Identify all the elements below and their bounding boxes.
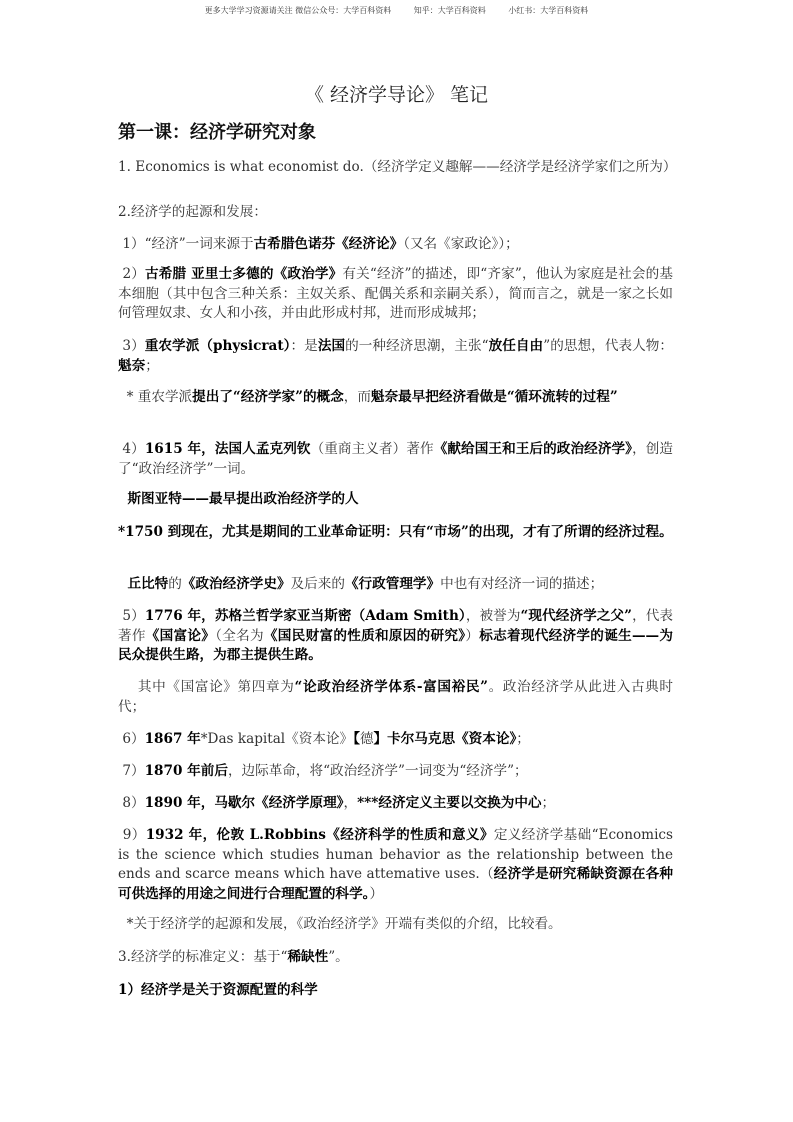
text-segment: 3） (118, 338, 145, 354)
text-segment: 定义经济学基础“Economics is the science which studies human behavior as the relationship between the ends and scarce means which have attemative uses.（ (118, 827, 678, 882)
bold-text: 1932 年，伦敦 L.Robbins《经济科学的性质和意义》 (145, 827, 494, 843)
text-segment: ， (343, 795, 358, 811)
paragraph (118, 607, 673, 666)
text-segment: ，创造了“政治经济学”一词。 (118, 441, 674, 477)
text-segment: 2.经济学的起源和发展： (118, 204, 267, 220)
text-segment: *Das kapital《资本论》 (200, 731, 354, 747)
paragraph (118, 981, 673, 1001)
bold-text: “现代经济学之父” (520, 608, 632, 624)
text-segment: ，被誉为 (465, 608, 521, 624)
text-segment: 1. Economics is what economist do.（经济学定义趣解——经济学是经济学家们之所为） (118, 159, 677, 175)
bold-text: 魁奈 (118, 357, 146, 374)
text-segment: 及后来的 (290, 576, 345, 592)
paragraph (118, 730, 673, 750)
bold-text: 】卡尔马克思《资本论》 (373, 731, 517, 747)
text-segment: ） (369, 885, 384, 902)
text-segment: 的一种经济思潮，主张“ (345, 338, 489, 354)
paragraph (118, 440, 673, 479)
bold-text: “论政治经济学体系-富国裕民” (294, 679, 488, 695)
paragraph (118, 915, 673, 935)
paragraph (118, 678, 673, 717)
paragraph (118, 762, 673, 782)
text-segment: ，边际革命，将“政治经济学”一词变为“经济学”； (227, 763, 528, 779)
bold-text: 1615 年，法国人孟克列钦 (144, 441, 311, 457)
page-header (0, 5, 793, 16)
text-segment: ； (516, 731, 530, 747)
text-segment: ：是 (290, 338, 318, 354)
lesson-heading: 第一课：经济学研究对象 (118, 122, 316, 143)
paragraph (118, 337, 673, 376)
bold-text: 《献给国王和王后的政治经济学》 (433, 441, 633, 457)
bold-text: 法国 (317, 338, 346, 354)
text-segment: 中也有对经济一词的描述； (440, 576, 604, 592)
paragraph (118, 490, 673, 510)
text-segment: 2） (118, 266, 146, 282)
text-segment: ”的思想，代表人物： (543, 338, 674, 354)
bold-text: 1867 年 (144, 731, 201, 747)
bold-text: 【 (353, 731, 360, 747)
bold-text: 古希腊 亚里士多德的《政治学》 (145, 266, 343, 282)
text-segment: ） (465, 627, 480, 644)
header-wechat: 更多大学学习资源请关注 微信公众号：大学百科资料 (204, 6, 392, 15)
paragraph (118, 203, 673, 223)
text-segment: （全名为 (215, 627, 264, 644)
text-segment: 6） (118, 731, 145, 747)
bold-text: 1776 年，苏格兰哲学家亚当斯密（Adam Smith） (144, 608, 466, 624)
text-segment: 7） (118, 763, 145, 779)
text-segment: （又名《家政论》）； (403, 236, 519, 252)
paragraph (118, 235, 673, 255)
bold-text: 提出了“经济学家”的概念 (192, 389, 344, 405)
text-segment: 其中《国富论》第四章为 (118, 679, 295, 695)
bold-text: 《国民财富的性质和原因的研究》 (263, 627, 466, 644)
text-segment: 8） (118, 795, 145, 811)
text-segment: 德 (359, 731, 374, 747)
text-segment: （重商主义者）著作 (310, 441, 434, 457)
text-segment: 。政治经济学从此进入古典时代； (118, 679, 674, 715)
text-segment: 的 (168, 576, 182, 592)
bold-text: 重农学派（physicrat） (144, 338, 291, 354)
bold-text: 标志着现代经济学的诞生——为民众提供生路，为郡主提供生路。 (118, 627, 674, 663)
paragraph (118, 523, 673, 543)
bold-text: 斯图亚特——最早提出政治经济学的人 (118, 491, 359, 507)
text-segment: 9） (118, 827, 146, 843)
text-segment: ； (541, 795, 556, 811)
paragraph (118, 158, 677, 178)
bold-text: 《行政管理学》 (344, 576, 441, 592)
bold-text: ***经济定义主要以交换为中心 (357, 795, 542, 811)
header-xiaohongshu: 小红书：大学百科资料 (508, 6, 589, 15)
text-segment: 3.经济学的标准定义：基于“ (118, 949, 288, 965)
paragraph (118, 575, 673, 595)
bold-text: 经济学是研究稀缺资源在各种可供选择的用途之间进行合理配置的科学。 (118, 866, 674, 902)
bold-text: 1890 年，马歇尔《经济学原理》 (144, 795, 344, 811)
paragraph (118, 265, 673, 324)
paragraph (118, 388, 673, 408)
text-segment: ； (145, 357, 159, 374)
bold-text: 古希腊色诺芬《经济论》 (253, 236, 404, 252)
bold-text: 放任自由 (488, 338, 544, 354)
text-segment: ”。 (328, 949, 349, 965)
paragraph (118, 826, 678, 904)
text-segment: ，代表著作 (118, 608, 674, 644)
bold-text: 稀缺性 (287, 949, 329, 965)
header-zhihu: 知乎：大学百科资料 (413, 6, 486, 15)
text-segment: *关于经济学的起源和发展，《政治经济学》开端有类似的介绍，比较看。 (118, 916, 562, 932)
text-segment: 5） (118, 608, 145, 624)
bold-text: 《政治经济学史》 (181, 576, 291, 592)
paragraph (118, 948, 673, 968)
paragraph (118, 794, 673, 814)
bold-text: 1）经济学是关于资源配置的科学 (118, 982, 318, 998)
bold-text: 魁奈最早把经济看做是“循环流转的过程” (370, 389, 618, 405)
text-segment: ，而 (343, 389, 371, 405)
bold-text: *1750 到现在，尤其是期间的工业革命证明：只有“市场”的出现，才有了所谓的经济过程。 (118, 524, 673, 540)
bold-text: 丘比特 (118, 576, 169, 592)
text-segment: 1）“经济”一词来源于 (118, 236, 254, 252)
text-segment: 4） (118, 441, 145, 457)
document-title: 《 经济学导论》 笔记 (304, 84, 489, 106)
bold-text: 1870 年前后 (144, 763, 228, 779)
bold-text: 《国富论》 (145, 627, 216, 644)
text-segment: 有关“经济”的描述，即“齐家”，他认为家庭是社会的基本细胞（其中包含三种关系：主奴关系、配偶关系和亲嗣关系），简而言之，就是一家之长如何管理奴隶、女人和小孩，并由此形成村邦，进而形成城邦； (118, 266, 674, 321)
text-segment: * 重农学派 (118, 389, 193, 405)
